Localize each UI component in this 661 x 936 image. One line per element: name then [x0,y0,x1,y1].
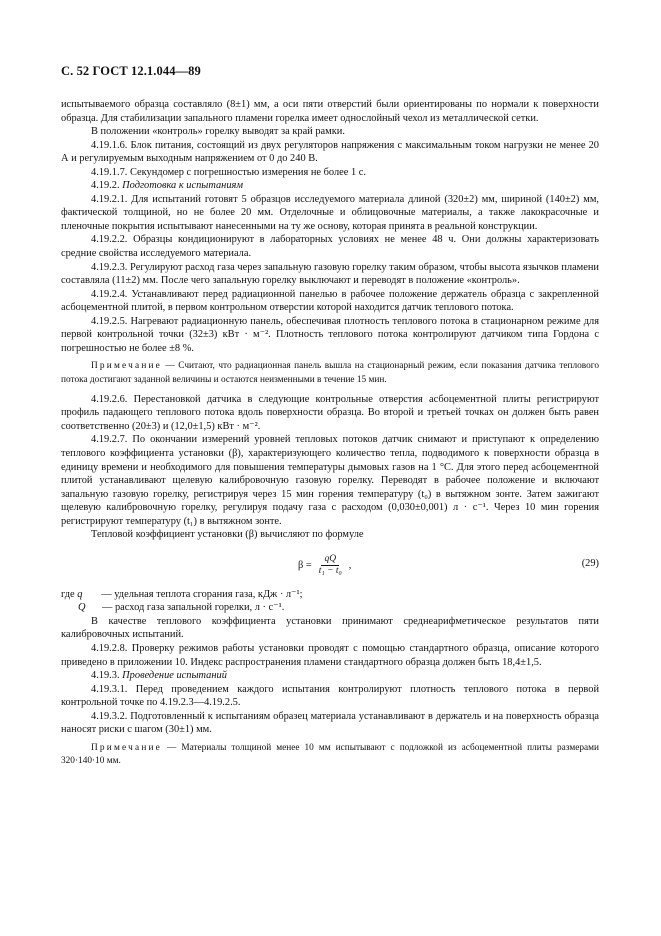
paragraph: 4.19.2.2. Образцы кондиционируют в лабораторных условиях не менее 48 ч. Они должны характеризовать средние свойства исследуемого материала. [61,234,599,260]
section-number: 4.19.3. [91,670,123,682]
section-title: Проведение испытаний [122,670,227,682]
section-number: 4.19.2. [91,180,123,192]
document-body [61,98,599,774]
paragraph: 4.19.2.1. Для испытаний готовят 5 образцов исследуемого материала длиной (320±2) мм, шириной (140±2) мм, фактической толщиной, но не более 20 мм. Отделочные и облицовочные материалы, а также лакокрасочные и пленочные покрытия испытывают нанесенными на ту же основу, которая принята в реальной конструкции. [61,193,599,232]
where-symbol: Q [78,602,86,614]
paragraph: Тепловой коэффициент установки (β) вычисляют по формуле [91,529,364,541]
note-label: Примечание [91,361,162,372]
page-header: С. 52 ГОСТ 12.1.044—89 [61,64,201,78]
paragraph: 4.19.3.1. Перед проведением каждого испытания контролируют плотность теплового потока в первой контрольной точке по 4.19.2.3—4.19.2.5. [61,683,599,709]
paragraph: В качестве теплового коэффициента установки принимают среднеарифметическое результатов пяти калибровочных испытаний. [61,615,599,641]
formula-fraction [316,554,345,577]
formula-numerator: qQ [321,554,339,566]
note [61,742,599,768]
note-text: — Материалы толщиной менее 10 мм испытывают с подложкой из асбоцементной плиты размерами 320·140·10 мм. [61,742,599,767]
paragraph: В положении «контроль» горелку выводят за край рамки. [91,126,345,138]
where-prefix: где [61,588,75,600]
paragraph: 4.19.2.7. По окончании измерений уровней тепловых потоков датчик снимают и приступают к определению теплового коэффициента установки (β), характеризующего количество тепла, подводимого к поверхности образца в единицу времени и необходимого для повышения температуры дымовых газов на 1 °С. Для этого перед асбоцементной плитой устанавливают щелевую калибровочную газовую горелку. Переводят в рабочее положение и включают запальную газовую горелку, регистрируя через 15 мин горения температуру (t₀) в вытяжном зонте. Затем зажигают щелевую калибровочную горелку, регулируя подачу газа с расходом (0,030±0,001) л · с⁻¹. Через 10 мин горения регистрируют температуру (t₁) в вытяжном зонте. [61,434,599,527]
where-text: — удельная теплота сгорания газа, кДж · л⁻¹; [101,588,303,600]
formula-denominator: t₁ − t₀ [318,565,342,576]
paragraph: 4.19.2.8. Проверку режимов работы установки проводят с помощью стандартного образца, описание которого приведено в приложении 10. Индекс распространения пламени стандартного образца должен быть 18,4±1,5. [61,643,599,668]
section-heading [61,179,599,193]
paragraph: 4.19.1.7. Секундомер с погрешностью измерения не более 1 с. [91,166,366,178]
section-title: Подготовка к испытаниям [122,180,243,192]
paragraph: 4.19.3.2. Подготовленный к испытаниям образец материала устанавливают в держатель и на поверхность образца наносят риски с шагом (30±1) мм. [61,710,599,736]
note-label: Примечание [91,742,162,753]
paragraph: 4.19.1.6. Блок питания, состоящий из двух регуляторов напряжения с максимальным током нагрузки не менее 20 А и регулируемым выходным напряжением от 0 до 240 В. [61,139,599,165]
section-heading [61,669,599,683]
note-text: — Считают, что радиационная панель вышла на стационарный режим, если показания датчика теплового потока достигают заданной величины и остаются неизменными в течение 15 мин. [61,361,599,385]
paragraph: испытываемого образца составляло (8±1) мм, а оси пяти отверстий были ориентированы по нормали к поверхности образца. Для стабилизации запального пламени горелка имеет однослойный чехол из металлической сетки. [61,99,599,124]
where-line [61,588,599,602]
formula-expression [298,554,351,577]
formula [61,548,599,584]
formula-trail: , [348,559,352,571]
formula-lhs: β = [298,559,312,571]
paragraph: 4.19.2.4. Устанавливают перед радиационной панелью в рабочее положение держатель образца с закрепленной асбоцементной плитой, в первом контрольном отверстии которой находится датчик теплового потока. [61,288,599,314]
paragraph: 4.19.2.5. Нагревают радиационную панель, обеспечивая плотность теплового потока в стационарном режиме для первой контрольной точки (32±3) кВт · м⁻². Плотность теплового потока контролируют датчиком типа Гордона с погрешностью не более ±8 %. [61,315,599,354]
where-line [61,601,599,615]
formula-number: (29) [581,557,599,569]
paragraph: 4.19.2.6. Перестановкой датчика в следующие контрольные отверстия асбоцементной плиты регистрируют профиль падающего теплового потока вдоль поверхности образца. Во второй и третьей точках он должен быть равен соответственно (20±3) и (12,0±1,5) кВт · м⁻². [61,393,599,432]
paragraph: 4.19.2.3. Регулируют расход газа через запальную газовую горелку таким образом, чтобы высота язычков пламени составляла (11±2) мм. После чего запальную горелку выключают и переводят в положение «контроль». [61,261,599,287]
where-symbol: q [77,588,83,600]
note [61,360,599,386]
where-text: — расход газа запальной горелки, л · с⁻¹. [102,602,285,614]
